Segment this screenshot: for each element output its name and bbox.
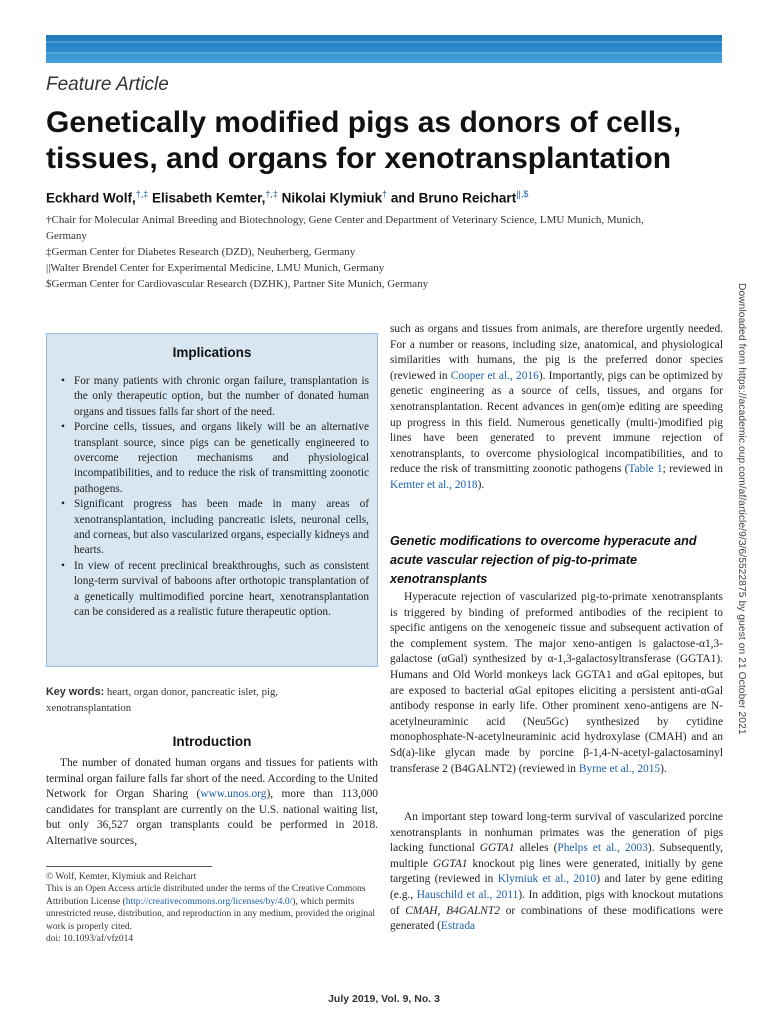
author-affiliation-mark[interactable]: ||,$ (516, 189, 529, 199)
citation-link[interactable]: Cooper et al., 2016 (450, 369, 539, 382)
body-text: or combinations of these modifications were generated ( (390, 904, 723, 933)
gene-name: CMAH, B4GALNT2 (405, 904, 500, 917)
author-name: Elisabeth Kemter, (148, 190, 266, 206)
author-name: Nikolai Klymiuk (277, 190, 383, 206)
body-text: such as organs and tissues from animals, are therefore urgently needed. For a number or reasons, including size, anatomical, and physiological similarities with humans, the pig is the preferred donor species (reviewed in (390, 323, 723, 382)
footnote-divider (46, 866, 212, 867)
body-text: Hyperacute rejection of vascularized pig-to-primate xenotransplants is triggered by binding of preformed antibodies of the recipient to specific antigens on the xenogeneic tissue and subsequent activation of the complement system. The major xeno-antigen is galactose-α1,3-galactose (αGal) synthesized by α-1,3-galactosyltransferase (GGTA1). Humans and Old World monkeys lack GGTA1 and αGal epitopes, but are exposed to bacterial αGal epitopes eliciting a persistent anti-αGal antibody response in early life. Other prominent xeno-antigens are N-acetylneuraminic acid (Neu5Gc) synthesized by cytidine monophosphate-N-acetylneuraminic acid hydroxylase (CMAH) and an Sd(a)-like glycan made by porcine β-1,4-N-acetyl-galactosaminyl transferase 2 (B4GALNT2) (reviewed in (390, 591, 723, 775)
implication-item: • In view of recent preclinical breakthroughs, such as consistent long-term survival of baboons after orthotopic transplantation of a genetically multimodified porcine heart, xenotransplantation can be considered as a realistic future therapeutic option. (59, 559, 369, 621)
citation-link[interactable]: Byrne et al., 2015 (578, 762, 661, 775)
body-text: An important step toward long-term survival of vascularized porcine xenotransplants in nonhuman primates was the generation of pigs lacking functional (390, 811, 723, 855)
section-heading: Genetic modifications to overcome hyperacute and acute vascular rejection of pig-to-primate xenotransplants (390, 534, 697, 586)
affiliation: ||Walter Brendel Center for Experimental Medicine, LMU Munich, Germany (46, 262, 385, 274)
journal-issue-footer: July 2019, Vol. 9, No. 3 (328, 993, 440, 1005)
implication-item: • For many patients with chronic organ failure, transplantation is the only therapeutic option, but the number of donated human organs and tissues falls far short of the need. (59, 374, 369, 420)
table-link[interactable]: Table 1 (628, 463, 663, 476)
body-text: alleles ( (514, 842, 558, 855)
license-text-part: This is an Open Access article distributed under the terms of the Creative Commons Attribution License ( (46, 884, 366, 907)
body-text: ). In addition, pigs with knockout mutations of (390, 888, 723, 917)
download-watermark (733, 283, 749, 763)
affiliation: †Chair for Molecular Animal Breeding and Biotechnology, Gene Center and Department of Veterinary Science, LMU Munich, Munich, (46, 214, 644, 226)
license-link[interactable]: http://creativecommons.org/licenses/by/4.0/ (125, 896, 293, 907)
keywords (46, 684, 378, 716)
keywords-label: Key words: (46, 686, 105, 698)
body-text: knockout pig lines were generated, initially by gene targeting (reviewed in (390, 857, 723, 886)
author-name: Eckhard Wolf, (46, 190, 136, 206)
license-text (46, 883, 378, 933)
doi-line: doi: 10.1093/af/vfz014 (46, 934, 134, 945)
implications-box (46, 333, 378, 667)
implication-item: • Porcine cells, tissues, and organs likely will be an alternative transplant source, since pigs can be genetically engineered to overcome rejection mechanisms and physiological incompatibilities, and to reduce the risk of transmitting zoonotic pathogens. (59, 420, 369, 497)
body-text: The number of donated human organs and tissues for patients with terminal organ failure falls far short of the need. According to the United Network for Organ Sharing ( (46, 757, 378, 801)
affiliation: Germany (46, 230, 87, 242)
license-text-part: ), which permits unrestricted reuse, distribution, and reproduction in any medium, provided the original work is properly cited. (46, 896, 375, 932)
body-paragraph (390, 590, 723, 777)
citation-link[interactable]: Kemter et al., 2018 (390, 478, 478, 491)
title-line-1: Genetically modified pigs as donors of cells, (46, 106, 682, 139)
author-affiliation-mark[interactable]: †,‡ (265, 189, 278, 199)
citation-link[interactable]: Phelps et al., 2003 (557, 842, 648, 855)
introduction-heading: Introduction (172, 734, 252, 749)
body-paragraph (390, 810, 723, 935)
copyright-line: © Wolf, Kemter, Klymiuk and Reichart (46, 872, 197, 882)
body-text: ). Importantly, pigs can be optimized by genetic engineering as a source of cells, tissues, and organs for xenotransplantation. Recent advances in gen(om)e editing are speeding up progress in this field. Numerous genetically (multi-)modified pig lines have been generated to prevent immune rejection of xenotransplants, to overcome physiological incompatibilities, and to reduce the risk of transmitting zoonotic pathogens ( (390, 369, 723, 476)
implication-item: • Significant progress has been made in many areas of xenotransplantation, including pancreatic islets, neuronal cells, and corneas, but also vascularized organs, especially kidneys and hearts. (59, 497, 369, 559)
implications-list (59, 374, 369, 621)
affiliation: ‡German Center for Diabetes Research (DZD), Neuherberg, Germany (46, 246, 356, 258)
author-list (46, 189, 528, 206)
body-text: ). (477, 478, 485, 491)
affiliation: $German Center for Cardiovascular Research (DZHK), Partner Site Munich, Germany (46, 278, 429, 290)
article-type-label: Feature Article (46, 74, 169, 95)
title-line-2: tissues, and organs for xenotransplantation (46, 142, 672, 175)
body-paragraph (390, 322, 723, 494)
introduction-paragraph (46, 756, 378, 850)
header-color-band (46, 35, 722, 63)
download-watermark-text: Downloaded from https://academic.oup.com/af/article/9/3/6/5522875 by guest on 21 October 2021 (736, 283, 747, 735)
unos-link[interactable]: www.unos.org (200, 788, 267, 801)
author-affiliation-mark[interactable]: †,‡ (135, 189, 149, 199)
body-text: ) and later by gene editing (e.g., (390, 873, 723, 901)
keywords-text: xenotransplantation (46, 702, 132, 714)
license-footnote (46, 871, 378, 945)
body-text: ; reviewed in (662, 463, 724, 476)
body-text: ). (660, 762, 667, 775)
body-text: ), more than 113,000 candidates for transplant are currently on the U.S. national waiting list, but only 36,527 organ transplants could be performed in 2018. Alternative sources, (46, 788, 378, 847)
citation-link[interactable]: Klymiuk et al., 2010 (497, 873, 597, 886)
implications-title: Implications (172, 345, 252, 360)
gene-name: GGTA1 (432, 857, 468, 870)
author-affiliation-mark[interactable]: † (382, 189, 388, 199)
gene-name: GGTA1 (479, 842, 515, 855)
citation-link[interactable]: Hauschild et al., 2011 (416, 888, 519, 901)
citation-link[interactable]: Estrada (440, 920, 476, 933)
keywords-text: heart, organ donor, pancreatic islet, pig, (104, 686, 279, 698)
article-title (46, 105, 726, 177)
author-name: and Bruno Reichart (387, 190, 517, 206)
body-text: ). Subsequently, multiple (390, 842, 723, 870)
